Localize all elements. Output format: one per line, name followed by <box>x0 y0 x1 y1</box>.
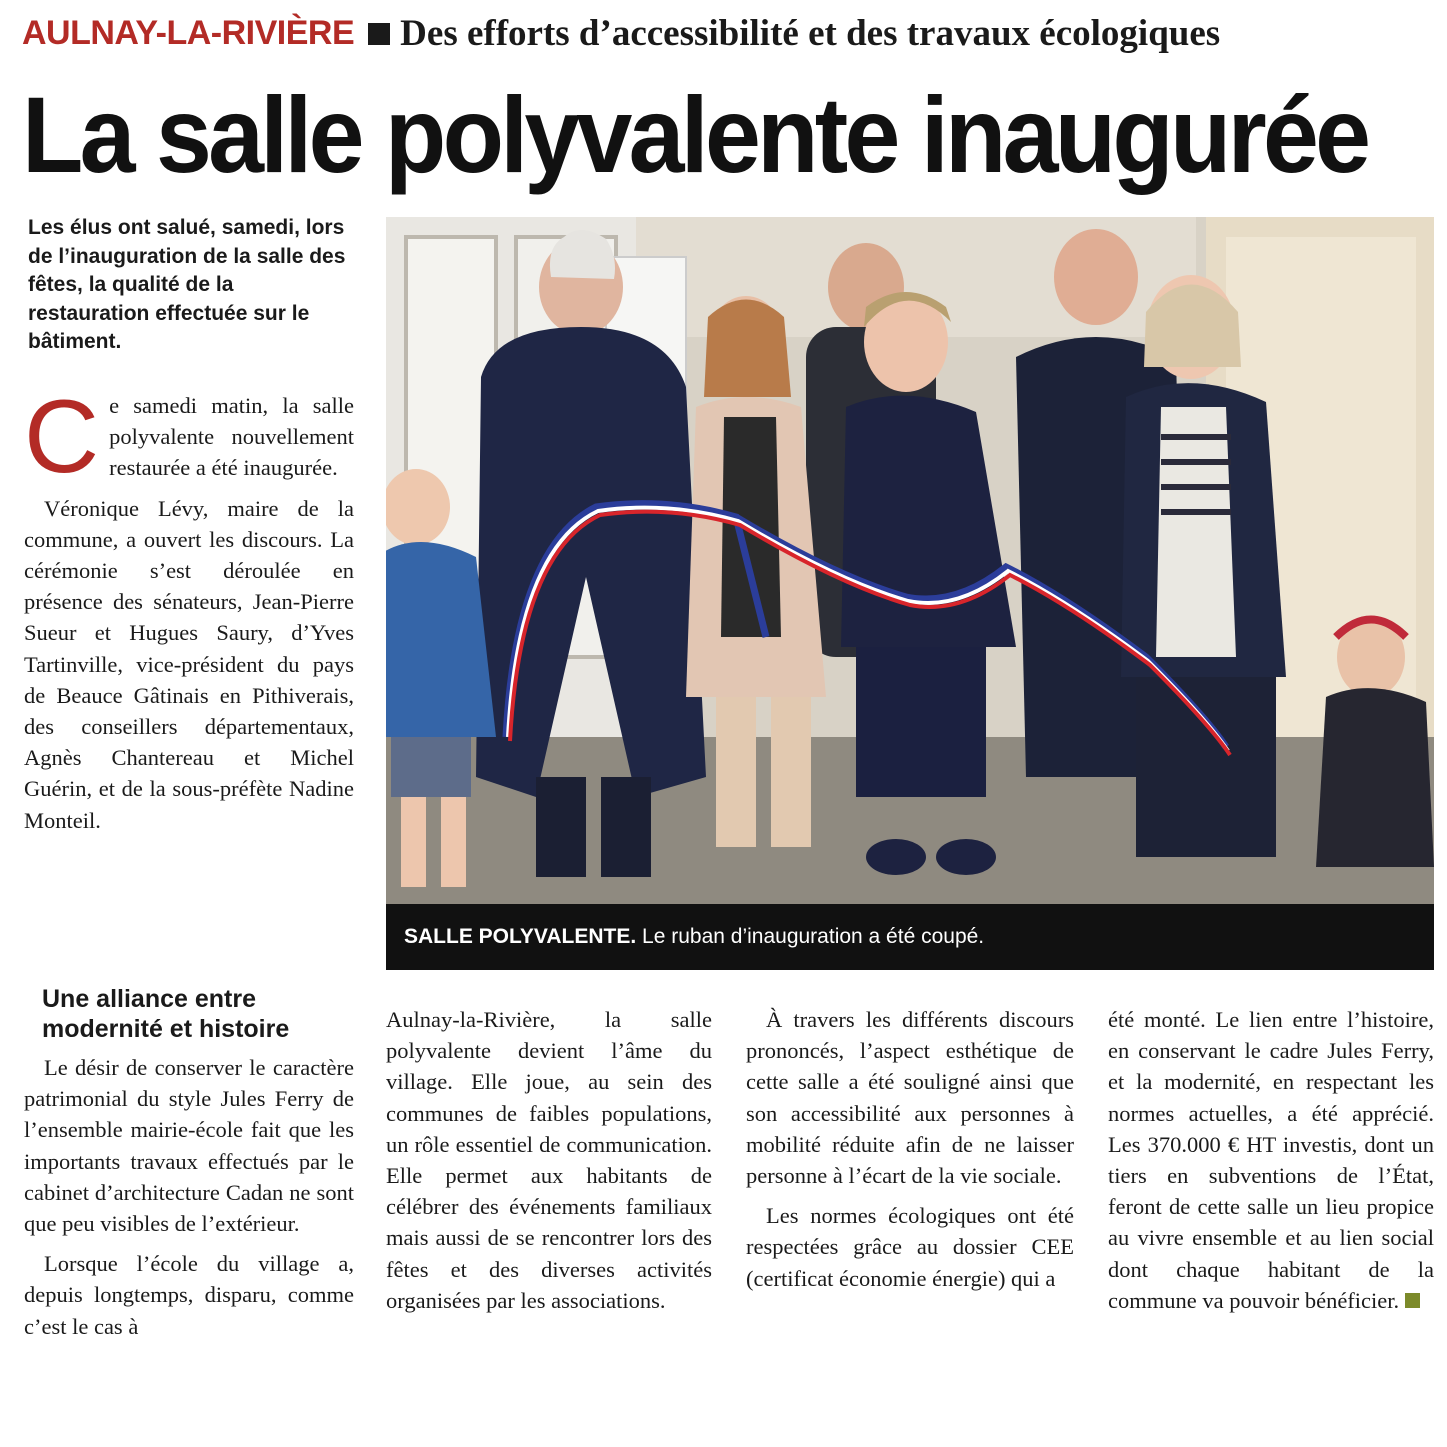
article-column-3 <box>746 1004 1074 1294</box>
paragraph-soul-of-village: Aulnay-la-Rivière, la salle polyvalente devient l’âme du village. Elle joue, au sein des communes de faibles populations, un rôle essentiel de communication. Elle permet aux habitants de célébrer des événements familiaux mais aussi de se rencontrer lors des fêtes et des diverses activités organisées par les associations. <box>386 1007 712 1313</box>
headline: La salle polyvalente inaugurée <box>22 74 1368 195</box>
chapo: Les élus ont salué, samedi, lors de l’inauguration de la salle des fêtes, la qualité de la restauration effectuée sur le bâtiment. <box>28 216 346 353</box>
dropcap: C <box>24 379 100 495</box>
subheading: Une alliance entre modernité et histoire <box>42 985 290 1043</box>
caption-text: Le ruban d’inauguration a été coupé. <box>636 925 985 948</box>
caption-label: SALLE POLYVALENTE. <box>404 925 637 948</box>
article-column-1-top <box>24 379 354 836</box>
kicker-separator-square <box>368 23 390 45</box>
paragraph-aesthetics: À travers les différents discours prononcés, l’aspect esthétique de cette salle a été souligné ainsi que son accessibilité aux personnes à mobilité réduite afin de ne laisser personne à l’écart de la vie sociale. <box>746 1007 1074 1189</box>
photo-illustration <box>386 217 1434 904</box>
photo-ribbon-cutting <box>386 217 1434 904</box>
kicker-subtitle: Des efforts d’accessibilité et des travaux écologiques <box>400 13 1221 54</box>
paragraph-ecology: Les normes écologiques ont été respectées grâce au dossier CEE (certificat économie énergie) qui a <box>746 1203 1074 1291</box>
article-column-1-bottom <box>24 1052 354 1342</box>
article-column-2 <box>386 1004 712 1316</box>
paragraph-heritage: Le désir de conserver le caractère patrimonial du style Jules Ferry de l’ensemble mairie-école fait que les importants travaux effectués par le cabinet d’architecture Cadan ne sont que peu visibles de l’extérieur. <box>24 1055 354 1237</box>
paragraph-village-school: Lorsque l’école du village a, depuis longtemps, disparu, comme c’est le cas à <box>24 1251 354 1339</box>
paragraph-intro: Ce samedi matin, la salle polyvalente nouvellement restaurée a été inaugurée. <box>24 379 354 495</box>
kicker-line <box>22 12 1432 58</box>
paragraph-speeches: Véronique Lévy, maire de la commune, a ouvert les discours. La cérémonie s’est déroulée en présence des sénateurs, Jean-Pierre Sueur et Hugues Saury, d’Yves Tartinville, vice-président du pays de Beauce Gâtinais en Pithiverais, des conseillers départementaux, Agnès Chantereau et Michel Guérin, et de la sous-préfète Nadine Monteil. <box>24 495 354 833</box>
article-column-4 <box>1108 1004 1434 1316</box>
photo-caption <box>386 904 1434 970</box>
kicker-place: AULNAY-LA-RIVIÈRE <box>22 14 355 52</box>
paragraph-conclusion: été monté. Le lien entre l’histoire, en conservant le cadre Jules Ferry, et la modernité, en respectant les normes actuelles, a été apprécié. Les 370.000 € HT investis, dont un tiers en subventions de l’État, feront de cette salle un lieu propice au vivre ensemble et au lien social dont chaque habitant de la commune va pouvoir bénéficier. <box>1108 1007 1434 1313</box>
end-of-article-mark <box>1405 1293 1420 1308</box>
